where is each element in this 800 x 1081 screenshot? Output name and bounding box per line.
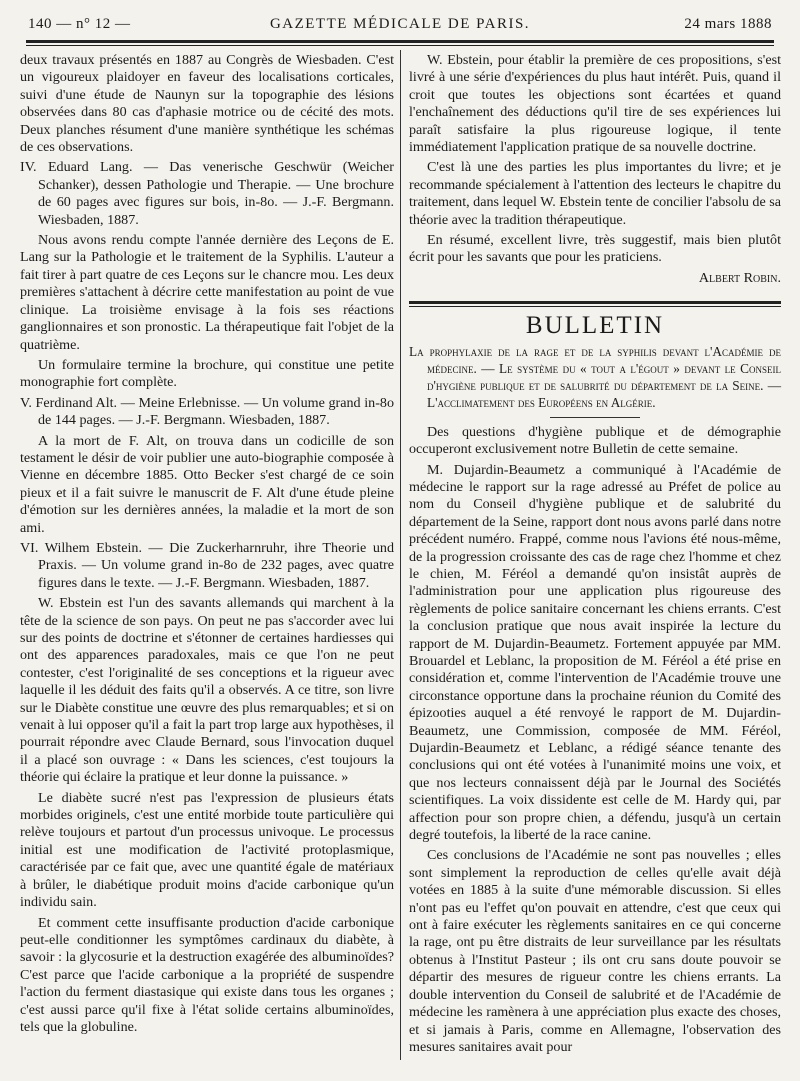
issue-date: 24 mars 1888: [684, 16, 772, 32]
bulletin-intro: Des questions d'hygiène publique et de démographie occuperont exclusivement notre Bulletin de cette semaine.: [409, 423, 781, 458]
paragraph-lang-formulaire: Un formulaire termine la brochure, qui constitue une petite monographie fort complète.: [20, 356, 394, 391]
journal-title: GAZETTE MÉDICALE DE PARIS.: [269, 16, 531, 32]
bulletin-summary: La prophylaxie de la rage et de la syphilis devant l'Académie de médecine. — Le système du « tout a l'égout » devant le Conseil d'hygiène publique et de salubrité du département de la Seine. — L'acclimatement des Européens en Algérie.: [409, 343, 781, 410]
review-signature: Albert Robin.: [698, 269, 781, 286]
header-rule-thin: [26, 45, 774, 46]
book-reference-ebstein: VI. Wilhem Ebstein. — Die Zuckerharnruhr, ihre Theorie und Praxis. — Un volume grand in-8o de 232 pages, avec quatre figures dans le texte. — J.-F. Bergmann. Wiesbaden, 1887.: [20, 539, 394, 591]
paragraph-traitement: C'est là une des parties les plus importantes du livre; et je recommande spécialement à l'attention des lecteurs le chapitre du traitement, dans lequel W. Ebstein tente de concilier l'absolu de sa théorie avec la tradition thérapeutique.: [409, 159, 781, 228]
paragraph-acide-carbonique: Et comment cette insuffisante production d'acide carbonique peut-elle conditionner les symptômes cardinaux du diabète, à savoir : la glycosurie et la destruction exagérée des albuminoïdes? C'est parce que l'acide carbonique a la propriété de suspendre l'action du ferment diastasique qui existe dans tous les organes ; c'est aussi parce qu'il fixe à l'état solide certains albuminoïdes, tels que la globuline.: [20, 914, 394, 1035]
bulletin-title: BULLETIN: [525, 312, 665, 340]
paragraph-ebstein-intro: W. Ebstein est l'un des savants allemands qui marchent à la tête de la science de son pays. On peut ne pas s'accorder avec lui sur des points de doctrine et s'étonner de certaines hardiesses qui ont des apparences paradoxales, mais ce que l'on ne peut contester, c'est l'originalité de ses conceptions et la rigueur avec laquelle il les déduit des faits qu'il a observés. A ce titre, son livre sur le Diabète constitue une œuvre des plus remarquables; et si on venait à lui opposer qu'il a fait la part trop large aux hypothèses, il pourrait répondre avec Claude Bernard, sous l'invocation duquel il a placé son ouvrage : « Dans les sciences, c'est toujours la théorie qui éclaire la pratique et leur donne la puissance. »: [20, 595, 394, 786]
book-reference-lang: IV. Eduard Lang. — Das venerische Geschwür (Weicher Schanker), dessen Pathologie und Therapie. — Une brochure de 60 pages avec figures sur bois, in-8o. — J.-F. Bergmann. Wiesbaden, 1887.: [20, 159, 394, 228]
page-number: 140 — n° 12 —: [28, 16, 131, 32]
paragraph-diabete: Le diabète sucré n'est pas l'expression de plusieurs états morbides originels, c'est une entité morbide toute particulière qui relève toujours et partout d'un processus univoque. Le processus initial est une modification de l'activité protoplasmique, caractérisée par ce fait que, avec une quantité égale de matériaux à brûler, le diabétique produit moins d'acide carbonique qu'un individu sain.: [20, 789, 394, 911]
book-reference-alt: V. Ferdinand Alt. — Meine Erlebnisse. — Un volume grand in-8o de 144 pages. — J.-F. Bergmann. Wiesbaden, 1887.: [20, 394, 394, 429]
right-column: [409, 52, 781, 1059]
paragraph-ebstein-experiences: W. Ebstein, pour établir la première de ces propositions, s'est livré à une série d'expériences du plus haut intérêt. Puis, quand il croit que toutes les objections sont écartées et quand l'enchaînement des déductions qu'il tire de ses expériences lui paraît satisfaire la plus rigoureuse logique, il tente immédiatement l'application pratique de sa nouvelle doctrine.: [409, 52, 781, 156]
summary-rule: [550, 417, 640, 418]
left-column: [20, 52, 394, 1039]
bulletin-conclusions: Ces conclusions de l'Académie ne sont pas nouvelles ; elles sont simplement la reproduction de celles qu'elle avait déjà votées en 1885 à la suite d'une mémorable discussion. Si elles n'ont pas eu l'effet qu'on pouvait en attendre, c'est que ceux qui ont à faire exécuter les règlements sanitaires en ce qui concerne la rage, ont pu être distraits de leur surveillance par les résultats obtenus à l'Institut Pasteur ; ils ont cru sans doute pouvoir se départir des mesures de rigueur contre les chiens errants. La double intervention du Conseil de salubrité et de l'Académie de médecine les ramènera à une appréciation plus exacte des choses, et si jamais à Paris, comme en Allemagne, l'observation des mesures sanitaires avait pour: [409, 847, 781, 1055]
paragraph-continued: deux travaux présentés en 1887 au Congrès de Wiesbaden. C'est un vigoureux plaidoyer en faveur des localisations corticales, suivi d'une étude de Naunyn sur la topographie des lésions observées dans 80 cas d'aphasie motrice ou de cécité des mots. Deux planches résument d'une manière synthétique les schémas de ces observations.: [20, 52, 394, 156]
bulletin-rule-thick: [409, 301, 781, 304]
paragraph-lang-review: Nous avons rendu compte l'année dernière des Leçons de E. Lang sur la Pathologie et le traitement de la Syphilis. L'auteur a fait tirer à part quatre de ces Leçons sur le chancre mou. Les deux premières s'attachent à décrire cette manifestation au point de vue clinique. La troisième envisage à la fois ses réactions ganglionnaires et son pronostic. La thérapeutique fait l'objet de la quatrième.: [20, 232, 394, 353]
column-divider: [400, 50, 401, 1060]
bulletin-rage-report: M. Dujardin-Beaumetz a communiqué à l'Académie de médecine le rapport sur la rage adressé au Préfet de police au nom du Conseil d'hygiène publique et de salubrité du département de la Seine, rapport dont nous avons parlé dans notre précédent numéro. Frappé, comme nous l'avions été nous-même, de la progression croissante des cas de rage chez l'homme et chez le chien, M. Féréol a demandé qu'on insistât auprès de l'administration pour une application plus rigoureuse des règlements de police sanitaire concernant les chiens errants. C'est la conclusion pratique que nous avait inspirée la lecture du rapport de M. Dujardin-Beaumetz. Fortement appuyée par MM. Brouardel et Leblanc, la proposition de M. Féréol a été prise en considération et, comme l'intervention de l'Académie trouve une circonstance opportune dans la prochaine réunion du Comité des épizooties auquel a été renvoyé le rapport de M. Dujardin-Beaumetz, une Commission, composée de MM. Féréol, Dujardin-Beaumetz et Leblanc, a rédigé séance tenante des conclusions qui ont été votées à l'unanimité moins une voix, et que nos lecteurs connaissent déjà par le Journal des Sociétés scientifiques. La voix dissidente est celle de M. Hardy qui, par affection pour son propre chien, a défendu, jusqu'à un certain degré toutefois, la liberté de la race canine.: [409, 461, 781, 844]
paragraph-resume: En résumé, excellent livre, très suggestif, mais bien plutôt écrit pour les savants que pour les praticiens.: [409, 232, 781, 266]
paragraph-alt-review: A la mort de F. Alt, on trouva dans un codicille de son testament le désir de voir publier une auto-biographie composée à Vienne en décembre 1885. Otto Becker s'est chargé de ce soin pieux et il a fait suivre le manuscrit de F. Alt d'une étude pleine d'émotion sur les dernières années, la maladie et la mort de son ami.: [20, 432, 394, 536]
bulletin-rule-thin: [409, 306, 781, 307]
page-header: [28, 14, 772, 40]
header-rule: [26, 40, 774, 43]
